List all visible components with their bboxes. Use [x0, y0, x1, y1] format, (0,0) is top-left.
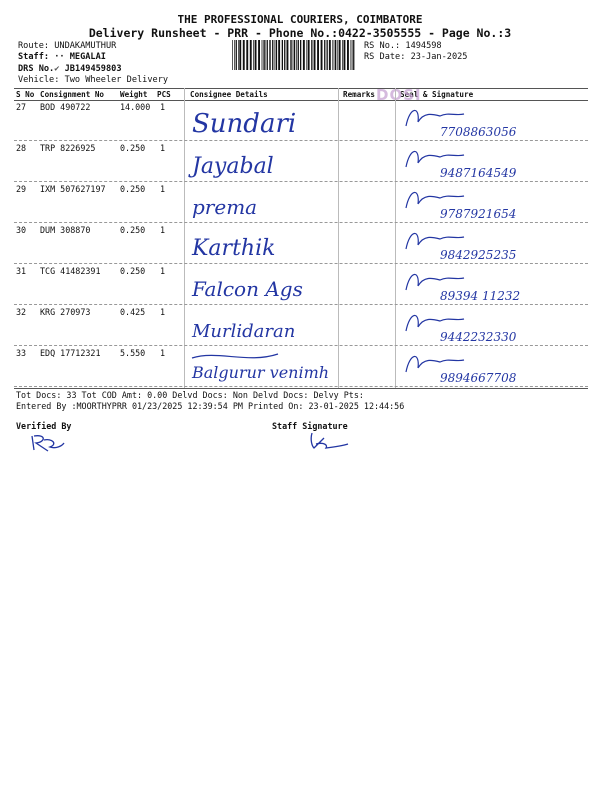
barcode-bar: [324, 40, 325, 70]
drs-value: JB149459803: [64, 64, 122, 74]
signature-scribble: [406, 151, 464, 167]
row-weight: 14.000: [120, 102, 151, 112]
barcode-bar: [270, 40, 271, 70]
row-pcs: 1: [160, 102, 166, 112]
verified-by-signature: [28, 432, 68, 454]
staff-label: Staff: ·· MEGALAI: [18, 52, 106, 62]
phone-number-text: 9787921654: [440, 207, 517, 221]
consignee-handwriting: [188, 184, 338, 222]
header-bottom-border: [14, 100, 588, 101]
consignee-handwriting: [188, 348, 338, 386]
barcode-bar: [308, 40, 310, 70]
consignee-name-text: Murlidaran: [192, 321, 296, 342]
barcode-bar: [335, 40, 336, 70]
seal-col-divider: [395, 88, 396, 388]
barcode-bar: [269, 40, 270, 70]
barcode-bar: [232, 40, 233, 70]
row-divider: [14, 304, 588, 305]
row-pcs: 1: [160, 307, 166, 317]
barcode-bar: [294, 40, 295, 70]
seal-signature-handwriting: [400, 348, 580, 388]
barcode-bar: [264, 40, 265, 70]
strike-through-mark: [192, 354, 278, 358]
signature-scribble: [406, 192, 464, 208]
col-pcs: PCS: [157, 90, 171, 99]
row-consignment: DUM 308870: [40, 225, 91, 235]
signature-scribble: [406, 274, 464, 290]
row-sno: 28: [16, 143, 27, 153]
barcode-bar: [342, 40, 343, 70]
barcode-bar: [332, 40, 333, 70]
col-seal: Seal & Signature: [400, 90, 474, 99]
row-sno: 29: [16, 184, 27, 194]
phone-number-text: 9487164549: [440, 166, 517, 180]
barcode-bar: [255, 40, 257, 70]
barcode-bar: [311, 40, 312, 70]
signature-scribble: [406, 233, 464, 249]
row-consignment: BOD 490722: [40, 102, 91, 112]
barcode-bar: [278, 40, 280, 70]
row-divider: [14, 345, 588, 346]
signature-scribble: [406, 356, 464, 372]
seal-signature-handwriting: [400, 102, 580, 142]
phone-number-text: 9442232330: [440, 330, 517, 344]
consignee-name-text: Jayabal: [192, 154, 274, 179]
rs-date: RS Date: 23-Jan-2025: [364, 52, 468, 62]
barcode-bar: [284, 40, 285, 70]
col-remarks: Remarks: [343, 90, 376, 99]
consignee-name-text: prema: [192, 195, 258, 219]
barcode-bar: [250, 40, 252, 70]
row-weight: 5.550: [120, 348, 146, 358]
barcode-bar: [253, 40, 254, 70]
barcode-bar: [234, 40, 235, 70]
drs-number: DRS No.✔ JB149459803: [18, 64, 122, 74]
barcode-bar: [272, 40, 273, 70]
barcode-bar: [344, 40, 346, 70]
barcode-bar: [293, 40, 294, 70]
row-sno: 27: [16, 102, 27, 112]
totals-summary: Tot Docs: 33 Tot COD Amt: 0.00 Delvd Docs: Non Delvd Docs: Delvy Pts:: [16, 390, 364, 400]
col-weight: Weight: [120, 90, 148, 99]
barcode-image: [232, 40, 356, 70]
barcode-bar: [290, 40, 291, 70]
col-consignee: Consignee Details: [190, 90, 268, 99]
phone-number-text: 9894667708: [440, 371, 517, 385]
table-bottom-border: [14, 388, 588, 389]
barcode-bar: [238, 40, 239, 70]
table-top-border: [14, 88, 588, 89]
staff-signature-mark: [306, 430, 350, 452]
row-weight: 0.250: [120, 225, 146, 235]
staff-signature-label: Staff Signature: [272, 421, 348, 431]
row-consignment: IXM 507627197: [40, 184, 106, 194]
barcode-bar: [275, 40, 276, 70]
row-divider: [14, 140, 588, 141]
phone-number-text: 89394 11232: [440, 289, 521, 303]
row-consignment: TRP 8226925: [40, 143, 96, 153]
barcode-bar: [276, 40, 277, 70]
barcode-bar: [321, 40, 323, 70]
row-pcs: 1: [160, 266, 166, 276]
barcode-bar: [329, 40, 331, 70]
barcode-bar: [327, 40, 328, 70]
entered-by: Entered By :MOORTHYPRR 01/23/2025 12:39:54 PM Printed On: 23-01-2025 12:44:56: [16, 401, 405, 411]
barcode-bar: [258, 40, 260, 70]
row-weight: 0.250: [120, 143, 146, 153]
row-sno: 33: [16, 348, 27, 358]
row-consignment: KRG 270973: [40, 307, 91, 317]
phone-number-text: 9842925235: [440, 248, 517, 262]
consignee-col-divider: [184, 88, 185, 388]
barcode-bar: [239, 40, 241, 70]
stamp-mark: DOSI: [376, 86, 422, 104]
consignee-name-text: Sundari: [192, 109, 297, 139]
barcode-bar: [291, 40, 292, 70]
vehicle-label: Vehicle: Two Wheeler Delivery: [18, 75, 169, 85]
barcode-bar: [243, 40, 245, 70]
barcode-bar: [298, 40, 299, 70]
consignee-name-text: Karthik: [192, 236, 276, 261]
row-weight: 0.425: [120, 307, 146, 317]
barcode-bar: [236, 40, 237, 70]
barcode-bar: [339, 40, 341, 70]
consignee-name-text: Falcon Ags: [192, 277, 303, 301]
row-pcs: 1: [160, 348, 166, 358]
signature-scribble: [406, 110, 464, 126]
consignee-handwriting: [188, 307, 338, 345]
barcode-bar: [317, 40, 319, 70]
barcode-bar: [334, 40, 335, 70]
row-pcs: 1: [160, 143, 166, 153]
barcode-bar: [351, 40, 352, 70]
barcode-bar: [306, 40, 307, 70]
runsheet-subtitle: Delivery Runsheet - PRR - Phone No.:0422-3505555 - Page No.:3: [88, 26, 512, 40]
company-title: THE PROFESSIONAL COURIERS, COIMBATORE: [177, 13, 423, 26]
barcode-bar: [296, 40, 297, 70]
barcode-bar: [262, 40, 263, 70]
barcode-bar: [337, 40, 338, 70]
verified-by-label: Verified By: [16, 421, 72, 431]
barcode-bar: [263, 40, 264, 70]
drs-label: DRS No.: [18, 64, 55, 74]
barcode-bar: [267, 40, 268, 70]
remarks-col-divider: [338, 88, 339, 388]
row-sno: 30: [16, 225, 27, 235]
col-sno: S No: [16, 90, 35, 99]
row-divider: [14, 181, 588, 182]
seal-signature-handwriting: [400, 184, 580, 224]
col-consignment: Consignment No: [40, 90, 105, 99]
row-consignment: EDQ 17712321: [40, 348, 101, 358]
barcode-bar: [282, 40, 283, 70]
row-divider: [14, 386, 588, 387]
seal-signature-handwriting: [400, 143, 580, 183]
row-weight: 0.250: [120, 266, 146, 276]
consignee-handwriting: [188, 143, 338, 181]
seal-signature-handwriting: [400, 266, 580, 306]
phone-number-text: 7708863056: [440, 125, 517, 139]
barcode-bar: [303, 40, 305, 70]
seal-signature-handwriting: [400, 307, 580, 347]
barcode-bar: [246, 40, 248, 70]
consignee-handwriting: [188, 266, 338, 304]
barcode-bar: [314, 40, 316, 70]
barcode-bar: [353, 40, 354, 70]
barcode-bar: [287, 40, 289, 70]
consignee-handwriting: [188, 102, 338, 140]
row-divider: [14, 222, 588, 223]
row-pcs: 1: [160, 184, 166, 194]
consignee-name-text: Balgurur venimh: [192, 363, 330, 382]
row-consignment: TCG 41482391: [40, 266, 101, 276]
signature-scribble: [406, 315, 464, 331]
seal-signature-handwriting: [400, 225, 580, 265]
barcode-bar: [347, 40, 349, 70]
route-label: Route: UNDAKAMUTHUR: [18, 41, 117, 51]
row-sno: 32: [16, 307, 27, 317]
rs-number: RS No.: 1494598: [364, 41, 442, 51]
barcode-bar: [300, 40, 301, 70]
row-divider: [14, 263, 588, 264]
consignee-handwriting: [188, 225, 338, 263]
barcode-bar: [352, 40, 353, 70]
row-pcs: 1: [160, 225, 166, 235]
row-weight: 0.250: [120, 184, 146, 194]
row-sno: 31: [16, 266, 27, 276]
